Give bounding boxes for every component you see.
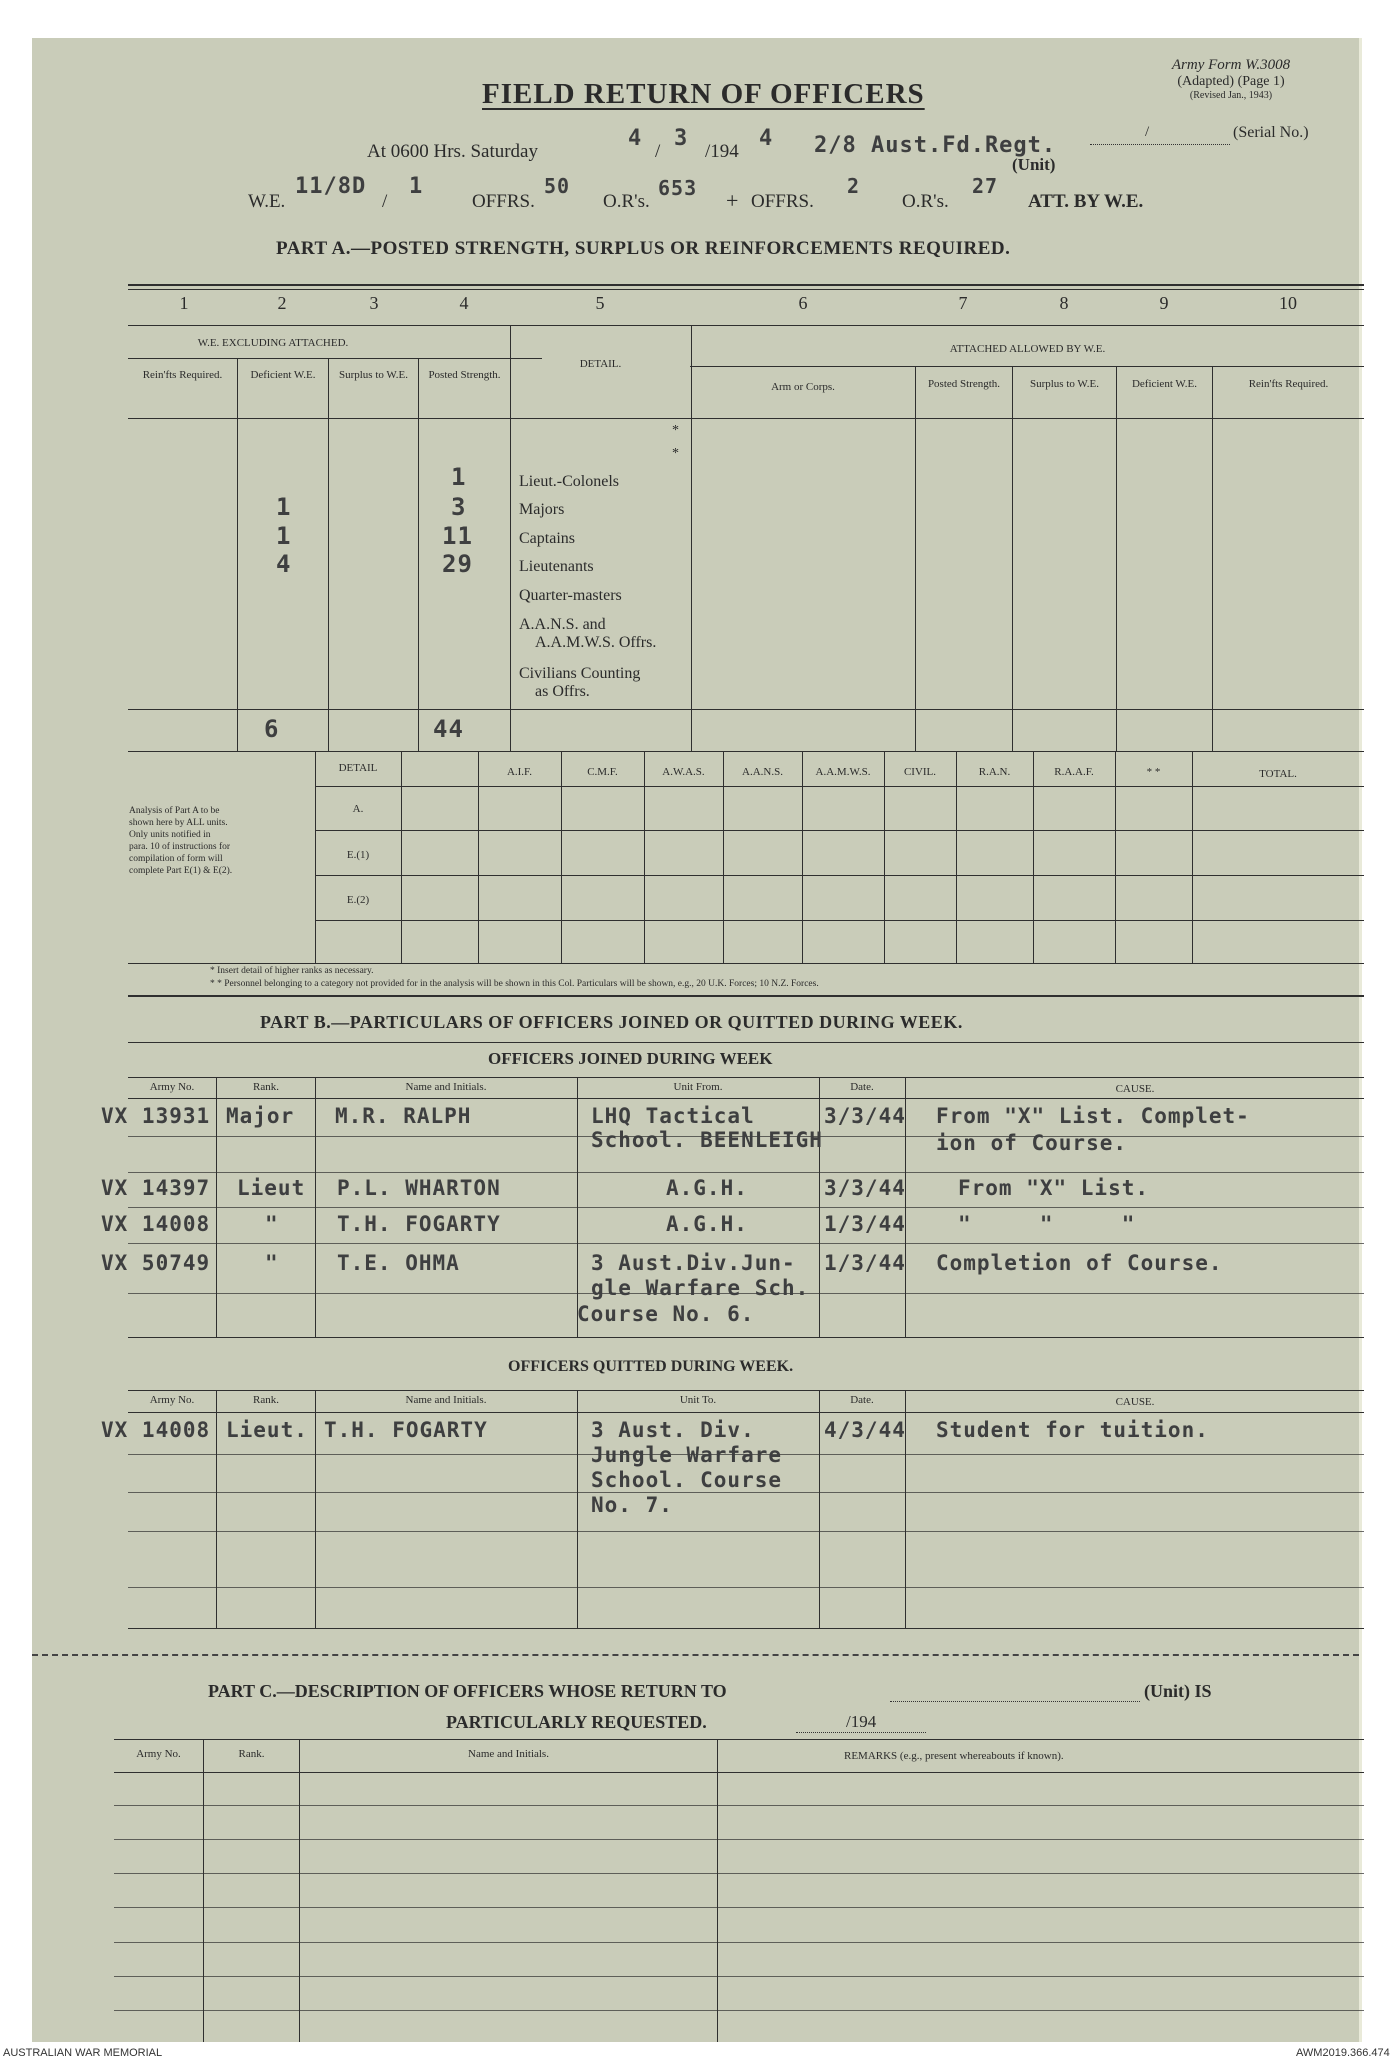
unit-name-value: 2/8 Aust.Fd.Regt. (814, 133, 1057, 158)
head-arm-or-corps: Arm or Corps. (771, 381, 835, 393)
joined-unit-line1: A.G.H. (666, 1176, 748, 1200)
offrs-value: 50 (544, 174, 571, 198)
joined-name: M.R. RALPH (335, 1104, 472, 1128)
analysis-head-awas: A.W.A.S. (662, 766, 705, 778)
col-num-4: 4 (459, 293, 469, 313)
joined-unit-line1: A.G.H. (666, 1212, 748, 1236)
part-b-title: PART B.—PARTICULARS OF OFFICERS JOINED OR QUITTED DURING WEEK. (260, 1012, 963, 1032)
deficient-lieutenants: 4 (276, 550, 292, 578)
head-reinfts-required: Rein'fts Required. (142, 369, 223, 381)
joined-cause-line2: ion of Course. (936, 1131, 1128, 1155)
quitted-unit-line3: School. Course (591, 1468, 783, 1492)
joined-rank: Lieut (237, 1176, 306, 1200)
analysis-head-total: TOTAL. (1259, 768, 1297, 780)
star-1: * (672, 423, 679, 438)
star-2: * (672, 446, 679, 461)
we-excluding-attached-heading: W.E. EXCLUDING ATTACHED. (197, 337, 349, 349)
part-c-head-remarks: REMARKS (e.g., present whereabouts if known). (844, 1750, 1064, 1762)
joined-cause-line1: From "X" List. Complet- (936, 1104, 1250, 1128)
analysis-head-ran: R.A.N. (978, 766, 1011, 778)
joined-cause-line1: " " " (958, 1212, 1136, 1236)
quitted-date: 4/3/44 (824, 1418, 906, 1442)
ors2-label: O.R's. (902, 191, 949, 212)
part-c-title-line2: PARTICULARLY REQUESTED. (446, 1712, 707, 1732)
analysis-head-aans: A.A.N.S. (742, 766, 783, 778)
attached-allowed-heading: ATTACHED ALLOWED BY W.E. (949, 343, 1106, 355)
joined-army-no: VX 13931 (101, 1104, 211, 1128)
rank-aans: A.A.N.S. and (519, 616, 606, 633)
we-value-1: 11/8D (295, 174, 367, 199)
att-by-we-label: ATT. BY W.E. (1028, 191, 1144, 212)
serial-line[interactable] (1090, 126, 1230, 145)
joined-date: 3/3/44 (824, 1176, 906, 1200)
part-c-head-army-no: Army No. (136, 1748, 181, 1760)
part-c-head-name: Name and Initials. (468, 1748, 549, 1760)
head-att-reinfts-required: Rein'fts Required. (1248, 378, 1329, 390)
offrs-label: OFFRS. (472, 191, 535, 212)
head-surplus-we: Surplus to W.E. (338, 369, 409, 381)
ors-value: 653 (658, 176, 698, 200)
quitted-head-date: Date. (850, 1394, 874, 1406)
head-posted-strength: Posted Strength. (428, 369, 501, 381)
joined-unit-line1: 3 Aust.Div.Jun- (591, 1251, 796, 1275)
form-paper (32, 38, 1362, 2042)
col-num-6: 6 (798, 293, 808, 313)
we-label: W.E. (248, 191, 286, 212)
rank-lieutenants: Lieutenants (519, 558, 594, 575)
analysis-head-aif: A.I.F. (506, 766, 533, 778)
quitted-head-cause: CAUSE. (1115, 1396, 1155, 1408)
joined-name: P.L. WHARTON (337, 1176, 501, 1200)
deficient-captains: 1 (276, 522, 292, 550)
joined-date: 3/3/44 (824, 1104, 906, 1128)
posted-captains: 11 (442, 522, 473, 550)
posted-lieutenants: 29 (442, 550, 473, 578)
rank-lieut-colonels: Lieut.-Colonels (519, 473, 619, 490)
quitted-rank: Lieut. (226, 1418, 308, 1442)
rank-captains: Captains (519, 530, 575, 547)
joined-name: T.E. OHMA (337, 1251, 460, 1275)
deficient-majors: 1 (276, 493, 292, 521)
joined-cause-line1: From "X" List. (958, 1176, 1150, 1200)
col-num-10: 10 (1279, 293, 1297, 313)
head-att-deficient-we: Deficient W.E. (1131, 378, 1198, 390)
part-c-head-rank: Rank. (238, 1748, 265, 1760)
joined-unit-line2: gle Warfare Sch. (591, 1276, 810, 1300)
joined-head-unit-from: Unit From. (673, 1081, 723, 1093)
quitted-head-army-no: Army No. (149, 1394, 195, 1406)
head-att-surplus-we: Surplus to W.E. (1029, 378, 1100, 390)
footer-reference: AWM2019.366.474 (1296, 2047, 1390, 2059)
col-num-2: 2 (277, 293, 287, 313)
part-c-unit-field[interactable] (890, 1687, 1140, 1702)
part-c-unit-is: (Unit) IS (1144, 1681, 1212, 1701)
rank-majors: Majors (519, 501, 565, 518)
col-num-3: 3 (369, 293, 379, 313)
offrs2-value: 2 (847, 174, 861, 198)
joined-rank: " (265, 1212, 279, 1236)
rank-civilians: Civilians Counting (519, 665, 641, 682)
joined-unit-line3: Course No. 6. (577, 1302, 755, 1326)
part-a-title: PART A.—POSTED STRENGTH, SURPLUS OR REINFORCEMENTS REQUIRED. (276, 238, 1011, 259)
we-value-2: 1 (409, 174, 424, 199)
detail-heading: DETAIL. (579, 358, 622, 370)
footnote-2: * * Personnel belonging to a category not provided for in the analysis will be shown in this Col. Particulars will be shown, e.g., 20 U.K. Forces; 10 N.Z. Forces. (210, 979, 819, 989)
joined-date: 1/3/44 (824, 1251, 906, 1275)
joined-title: OFFICERS JOINED DURING WEEK (488, 1049, 773, 1068)
col-num-1: 1 (179, 293, 189, 313)
serial-slash: / (1145, 124, 1150, 140)
rank-quartermasters: Quarter-masters (519, 587, 622, 604)
rank-aamws: A.A.M.W.S. Offrs. (535, 634, 657, 651)
analysis-row-a: A. (352, 803, 364, 815)
quitted-unit-line2: Jungle Warfare (591, 1443, 783, 1467)
analysis-note-1: Analysis of Part A to be (129, 806, 220, 816)
analysis-head-other: * * (1146, 766, 1161, 778)
analysis-note-5: compilation of form will (129, 854, 223, 864)
head-att-posted-strength: Posted Strength. (927, 378, 1001, 390)
quitted-cause-line1: Student for tuition. (936, 1418, 1209, 1442)
analysis-note-6: complete Part E(1) & E(2). (129, 866, 233, 876)
quitted-army-no: VX 14008 (101, 1418, 211, 1442)
we-sep: / (382, 191, 388, 212)
joined-rank: Major (226, 1104, 295, 1128)
head-deficient-we: Deficient W.E. (250, 369, 316, 381)
form-id-line3: (Revised Jan., 1943) (1189, 90, 1273, 101)
joined-head-name: Name and Initials. (405, 1081, 487, 1093)
joined-unit-line1: LHQ Tactical (591, 1104, 755, 1128)
date-sep2: /194 (705, 141, 739, 162)
total-deficient: 6 (264, 715, 280, 743)
offrs2-label: OFFRS. (751, 191, 814, 212)
month-value: 3 (674, 126, 689, 151)
analysis-note-4: para. 10 of instructions for (129, 842, 231, 852)
joined-army-no: VX 14397 (101, 1176, 211, 1200)
date-sep1: / (655, 141, 661, 162)
plus-sign: + (726, 188, 739, 213)
joined-rank: " (265, 1251, 279, 1275)
part-c-date: /194 (846, 1712, 877, 1731)
serial-label: (Serial No.) (1233, 124, 1309, 141)
unit-label: (Unit) (1012, 155, 1056, 174)
form-id-line2: (Adapted) (Page 1) (1177, 74, 1285, 89)
form-title: FIELD RETURN OF OFFICERS (482, 78, 925, 110)
analysis-note-3: Only units notified in (129, 830, 211, 840)
joined-army-no: VX 14008 (101, 1212, 211, 1236)
perforation-line (32, 1654, 1359, 1656)
ors2-value: 27 (972, 174, 999, 198)
part-c-title-line1: PART C.—DESCRIPTION OF OFFICERS WHOSE RETURN TO (208, 1681, 727, 1701)
analysis-row-e2: E.(2) (346, 894, 370, 906)
quitted-head-name: Name and Initials. (405, 1394, 487, 1406)
quitted-title: OFFICERS QUITTED DURING WEEK. (508, 1358, 794, 1375)
quitted-name: T.H. FOGARTY (324, 1418, 488, 1442)
joined-head-cause: CAUSE. (1115, 1083, 1155, 1095)
form-id (1116, 57, 1346, 101)
analysis-head-detail: DETAIL (338, 762, 378, 774)
at-hours-label: At 0600 Hrs. Saturday (367, 141, 538, 162)
joined-date: 1/3/44 (824, 1212, 906, 1236)
analysis-row-e1: E.(1) (346, 849, 370, 861)
form-id-line1: Army Form W.3008 (1171, 57, 1291, 73)
quitted-head-rank: Rank. (253, 1394, 279, 1406)
rank-civilians-2: as Offrs. (535, 683, 590, 700)
quitted-unit-line1: 3 Aust. Div. (591, 1418, 755, 1442)
col-num-9: 9 (1159, 293, 1169, 313)
analysis-head-cmf: C.M.F. (587, 766, 618, 778)
quitted-head-unit-to: Unit To. (679, 1394, 717, 1406)
col-num-8: 8 (1059, 293, 1069, 313)
year-digit-value: 4 (759, 126, 774, 151)
footnote-1: * Insert detail of higher ranks as necessary. (210, 966, 374, 976)
posted-majors: 3 (451, 493, 467, 521)
analysis-head-raaf: R.A.A.F. (1054, 766, 1094, 778)
posted-lieut-colonels: 1 (451, 463, 467, 491)
joined-head-date: Date. (850, 1081, 874, 1093)
ors-label: O.R's. (603, 191, 650, 212)
joined-cause-line1: Completion of Course. (936, 1251, 1223, 1275)
joined-head-army-no: Army No. (149, 1081, 195, 1093)
analysis-note-2: shown here by ALL units. (129, 818, 228, 828)
col-num-7: 7 (958, 293, 968, 313)
joined-unit-line2: School. BEENLEIGH (591, 1128, 823, 1152)
analysis-head-aamws: A.A.M.W.S. (815, 766, 871, 778)
analysis-head-civil: CIVIL. (903, 766, 937, 778)
footer-archive-name: AUSTRALIAN WAR MEMORIAL (3, 2047, 163, 2059)
joined-army-no: VX 50749 (101, 1251, 211, 1275)
col-num-5: 5 (595, 293, 605, 313)
joined-name: T.H. FOGARTY (337, 1212, 501, 1236)
day-value: 4 (628, 126, 643, 151)
joined-head-rank: Rank. (253, 1081, 279, 1093)
total-posted: 44 (433, 715, 464, 743)
quitted-unit-line4: No. 7. (591, 1493, 673, 1517)
